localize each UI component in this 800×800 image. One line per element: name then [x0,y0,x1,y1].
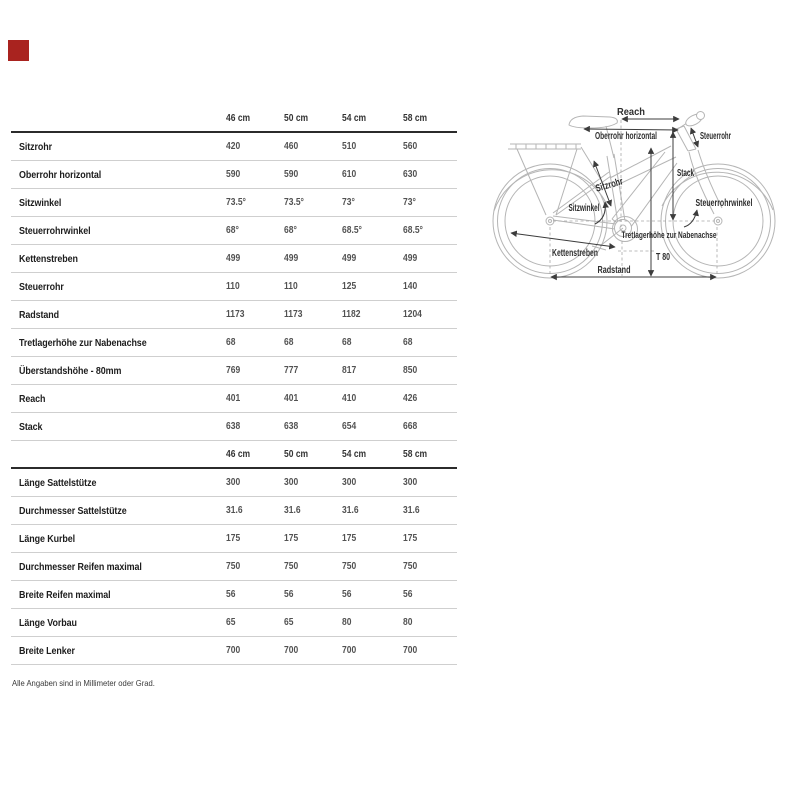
column-header: 50 cm [284,112,309,124]
cell-value: 68.5° [403,225,423,236]
reach-label: Reach [617,107,645,118]
cell-value: 638 [284,421,299,432]
table-row [11,553,457,581]
cell-value: 750 [342,561,357,572]
cell-value: 499 [226,253,241,264]
table-row [11,329,457,357]
table-row [11,497,457,525]
front-wheel [661,164,775,278]
stack-label: Stack [677,168,695,179]
table-row [11,637,457,665]
row-label: Oberrohr horizontal [19,168,102,181]
cell-value: 700 [226,645,241,656]
cell-value: 300 [403,477,418,488]
table-row [11,469,457,497]
cell-value: 510 [342,141,357,152]
handlebar [673,112,705,133]
cell-value: 300 [284,477,299,488]
cell-value: 1173 [284,309,303,320]
cell-value: 750 [403,561,418,572]
column-header: 54 cm [342,112,367,124]
cell-value: 125 [342,281,357,292]
t80-label: T 80 [656,252,671,263]
cell-value: 73° [403,197,416,208]
cell-value: 56 [226,589,236,600]
row-label: Länge Sattelstütze [19,476,97,489]
cell-value: 80 [342,617,352,628]
row-label: Reach [19,392,46,405]
cell-value: 750 [226,561,241,572]
cell-value: 700 [342,645,357,656]
table-row [11,525,457,553]
table-row [11,609,457,637]
bike-geometry-diagram [480,80,800,300]
footnote: Alle Angaben sind in Millimeter oder Grad. [12,678,155,688]
toptube-label: Oberrohr horizontal [595,131,658,142]
cell-value: 499 [342,253,357,264]
table-section-frame [11,105,457,441]
cell-value: 68.5° [342,225,362,236]
cell-value: 31.6 [226,505,243,516]
table-section-components [11,441,457,665]
column-header: 54 cm [342,448,367,460]
table-row [11,189,457,217]
cell-value: 73.5° [284,197,304,208]
table-row [11,133,457,161]
cell-value: 769 [226,365,241,376]
cell-value: 140 [403,281,418,292]
cell-value: 401 [226,393,241,404]
seat-angle-label: Sitzwinkel [568,203,600,214]
cell-value: 817 [342,365,357,376]
cell-value: 638 [226,421,241,432]
row-label: Stack [19,420,43,433]
cell-value: 590 [284,169,299,180]
cell-value: 460 [284,141,299,152]
brand-logo-square [8,40,29,61]
column-header: 58 cm [403,448,428,460]
column-header: 50 cm [284,448,309,460]
headtube-label: Steuerrohr [700,131,732,142]
cell-value: 65 [226,617,236,628]
cell-value: 110 [226,281,240,292]
cell-value: 499 [403,253,418,264]
cell-value: 56 [403,589,413,600]
wheelbase-label: Radstand [597,265,631,276]
bb-height-label: Tretlagerhöhe zur Nabenachse [621,230,717,241]
cell-value: 175 [403,533,418,544]
cell-value: 560 [403,141,418,152]
row-label: Sitzrohr [19,140,53,153]
cell-value: 31.6 [342,505,359,516]
table-header-row [11,105,457,133]
cell-value: 1182 [342,309,361,320]
table-row [11,581,457,609]
cell-value: 426 [403,393,418,404]
chainstay-label: Kettenstreben [552,248,598,259]
cell-value: 56 [342,589,352,600]
cell-value: 590 [226,169,241,180]
row-label: Breite Reifen maximal [19,588,111,601]
table-row [11,301,457,329]
row-label: Kettenstreben [19,252,78,265]
table-row [11,413,457,441]
cell-value: 80 [403,617,413,628]
row-label: Überstandshöhe - 80mm [19,364,122,377]
column-header: 58 cm [403,112,428,124]
cell-value: 630 [403,169,418,180]
cell-value: 300 [226,477,241,488]
cell-value: 31.6 [403,505,420,516]
cell-value: 68° [226,225,239,236]
row-label: Sitzwinkel [19,196,62,209]
cell-value: 750 [284,561,299,572]
cell-value: 175 [342,533,357,544]
cell-value: 68 [226,337,236,348]
row-label: Länge Kurbel [19,532,76,545]
cell-value: 668 [403,421,418,432]
cell-value: 175 [226,533,241,544]
geometry-table [11,105,457,665]
cell-value: 68 [342,337,352,348]
cell-value: 300 [342,477,357,488]
row-label: Radstand [19,308,59,321]
cell-value: 175 [284,533,299,544]
cell-value: 700 [403,645,418,656]
cell-value: 110 [284,281,298,292]
cell-value: 777 [284,365,299,376]
cell-value: 700 [284,645,299,656]
column-header: 46 cm [226,448,251,460]
cell-value: 410 [342,393,357,404]
row-label: Länge Vorbau [19,616,77,629]
row-label: Durchmesser Reifen maximal [19,560,142,573]
cell-value: 56 [284,589,294,600]
row-label: Durchmesser Sattelstütze [19,504,127,517]
cell-value: 65 [284,617,294,628]
cell-value: 420 [226,141,241,152]
cell-value: 1173 [226,309,245,320]
cell-value: 73° [342,197,355,208]
head-angle-label: Steuerrohrwinkel [695,198,753,209]
row-label: Tretlagerhöhe zur Nabenachse [19,336,147,349]
table-row [11,245,457,273]
seattube-label: Sitzrohr [594,173,634,195]
toptube-arrow [584,129,678,130]
table-row [11,161,457,189]
saddle [569,116,617,128]
table-row [11,357,457,385]
cell-value: 499 [284,253,299,264]
headtube-arrow [691,128,698,147]
column-header: 46 cm [226,112,251,124]
table-row [11,217,457,245]
cell-value: 73.5° [226,197,246,208]
table-header-row [11,441,457,469]
cell-value: 1204 [403,309,422,320]
cell-value: 610 [342,169,357,180]
cell-value: 401 [284,393,299,404]
table-row [11,273,457,301]
cell-value: 68° [284,225,297,236]
row-label: Steuerrohr [19,280,64,293]
row-label: Breite Lenker [19,644,75,657]
cell-value: 68 [403,337,413,348]
row-label: Steuerrohrwinkel [19,224,91,237]
cell-value: 68 [284,337,294,348]
cell-value: 31.6 [284,505,301,516]
head-angle-arc [684,210,697,227]
cell-value: 850 [403,365,418,376]
table-row [11,385,457,413]
cell-value: 654 [342,421,357,432]
